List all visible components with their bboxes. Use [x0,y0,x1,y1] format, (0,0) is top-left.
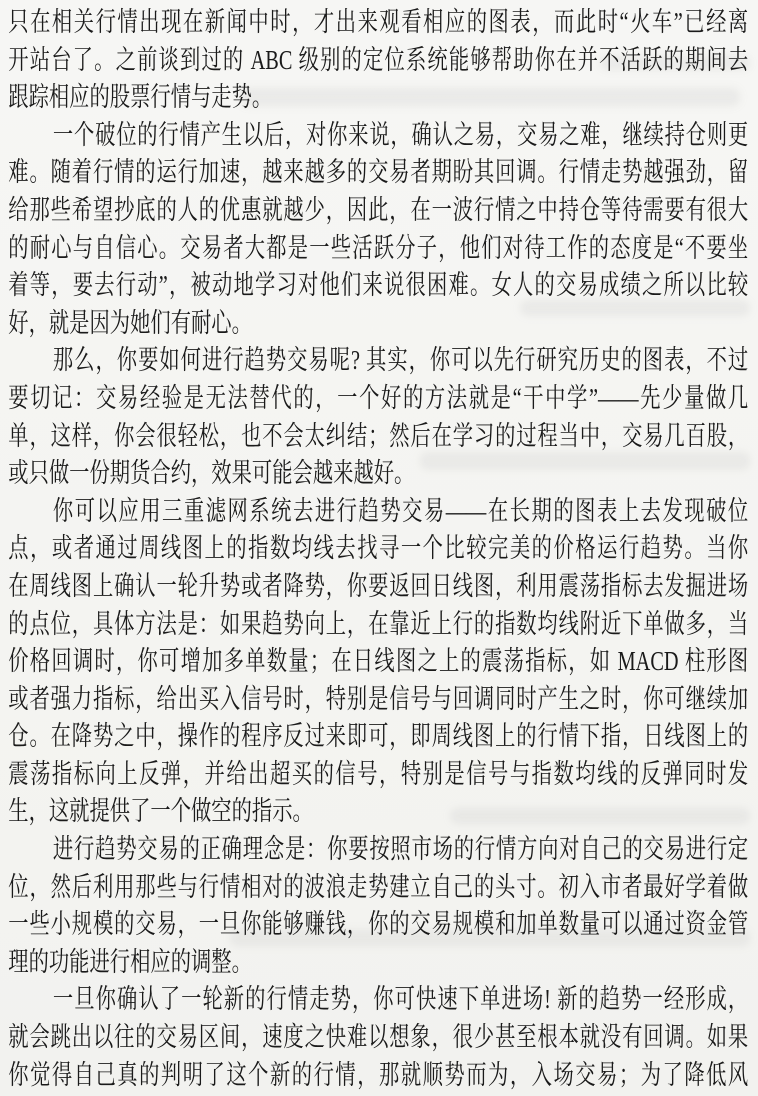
text-line: 开站台了。之前谈到过的 ABC 级别的定位系统能够帮助你在并不活跃的期间去 [8,44,749,75]
paragraph [0,117,758,343]
text-line: 位，然后利用那些与行情相对的波浪走势建立自己的头寸。初入市者最好学着做 [8,871,749,902]
paragraph [0,342,758,492]
text-line: 理的功能进行相应的调整。 [8,946,252,977]
text-line: 一旦你确认了一轮新的行情走势，你可快速下单进场! 新的趋势一经形成， [52,984,749,1015]
paragraph [0,831,758,981]
text-line: 或者强力指标，给出买入信号时，特别是信号与回调同时产生之时，你可继续加 [8,683,749,714]
text-line: 要切记：交易经验是无法替代的，一个好的方法就是“干中学”——先少量做几 [8,382,749,413]
page-text [0,4,758,1094]
text-line: 的点位，具体方法是：如果趋势向上，在靠近上行的指数均线附近下单做多，当 [8,608,749,639]
text-line: 在周线图上确认一轮升势或者降势，你要返回日线图，利用震荡指标去发掘进场 [8,570,749,601]
text-line: 着等，要去行动”，被动地学习对他们来说很困难。女人的交易成绩之所以比较 [8,270,749,301]
paragraph [0,981,758,1094]
paragraph [0,4,758,117]
text-line: 你可以应用三重滤网系统去进行趋势交易——在长期的图表上去发现破位 [52,495,749,526]
text-line: 只在相关行情出现在新闻中时，才出来观看相应的图表，而此时“火车”已经离 [8,7,749,37]
text-line: 给那些希望抄底的人的优惠就越少，因此，在一波行情之中持仓等待需要有很大 [8,194,749,225]
text-line: 的耐心与自信心。交易者大都是一些活跃分子，他们对待工作的态度是“不要坐 [8,232,749,263]
text-line: 或只做一份期货合约，效果可能会越来越好。 [8,458,415,489]
text-line: 点，或者通过周线图上的指数均线去找寻一个比较完美的价格运行趋势。当你 [8,533,749,564]
text-line: 那么，你要如何进行趋势交易呢? 其实，你可以先行研究历史的图表，不过 [52,345,749,376]
paragraph [0,493,758,831]
text-line: 跟踪相应的股票行情与走势。 [8,82,273,113]
text-line: 就会跳出以往的交易区间，速度之快难以想象，很少甚至根本就没有回调。如果 [8,1022,749,1053]
text-line: 单，这样，你会很轻松，也不会太纠结；然后在学习的过程当中，交易几百股， [8,420,749,451]
text-line: 一个破位的行情产生以后，对你来说，确认之易，交易之难，继续持仓则更 [52,119,749,150]
text-line: 好，就是因为她们有耐心。 [8,307,252,338]
text-line: 生，这就提供了一个做空的指示。 [8,796,313,827]
text-line: 仓。在降势之中，操作的程序反过来即可，即周线图上的行情下指，日线图上的 [8,721,749,752]
text-line: 难。随着行情的运行加速，越来越多的交易者期盼其回调。行情走势越强劲，留 [8,157,749,188]
text-line: 进行趋势交易的正确理念是：你要按照市场的行情方向对自己的交易进行定 [52,834,749,865]
text-line: 震荡指标向上反弹，并给出超买的信号，特别是信号与指数均线的反弹同时发 [8,758,749,789]
text-line: 价格回调时，你可增加多单数量；在日线图之上的震荡指标，如 MACD 柱形图 [8,646,749,677]
text-line: 一些小规模的交易，一旦你能够赚钱，你的交易规模和加单数量可以通过资金管 [8,909,749,940]
text-line: 你觉得自己真的判明了这个新的行情，那就顺势而为，入场交易；为了降低风 [8,1059,749,1090]
